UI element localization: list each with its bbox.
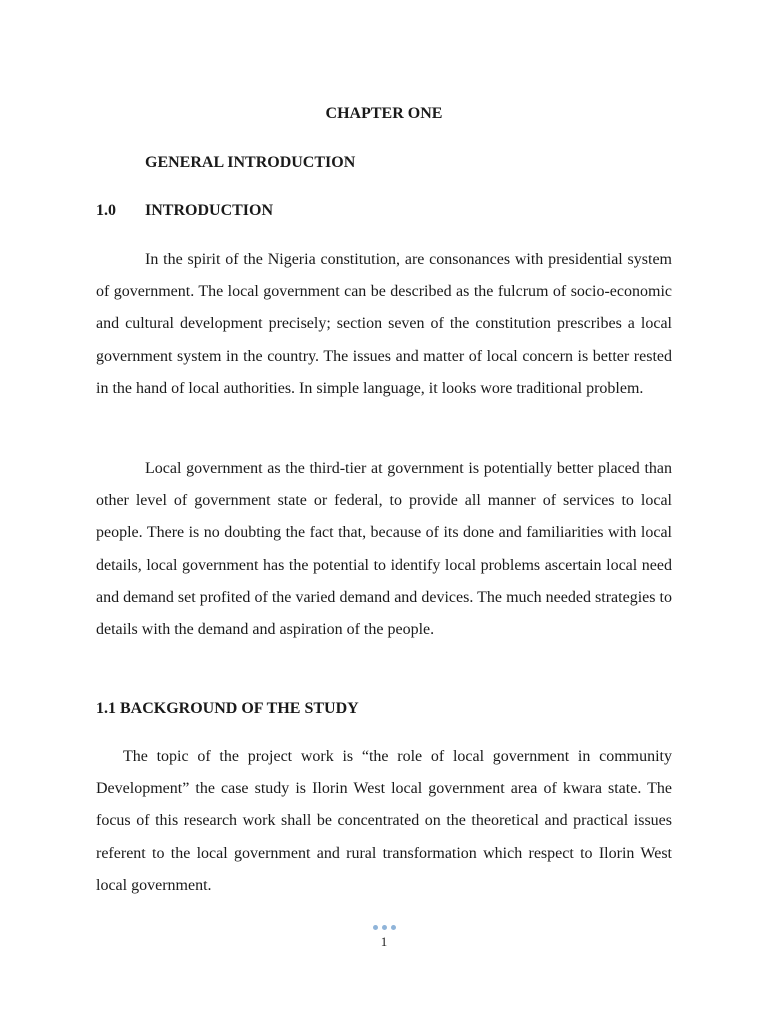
section-number: 1.0 [96,202,116,219]
page-number: 1 [380,934,388,949]
footer-dots-ornament [0,922,768,932]
footer-dot [391,925,396,930]
section-title: INTRODUCTION [145,202,274,219]
chapter-title: CHAPTER ONE [325,105,443,122]
background-study-heading: 1.1 BACKGROUND OF THE STUDY [96,700,359,717]
page-footer [0,922,768,950]
intro-paragraph-1: In the spirit of the Nigeria constitution, are consonances with presidential system of government. The local government can be described as the fulcrum of socio-economic and cultural development precisely; section seven of the constitution prescribes a local government system in the country. The issues and matter of local concern is better rested in the hand of local authorities. In simple language, it looks wore traditional problem. [96,251,672,397]
footer-dot [373,925,378,930]
intro-paragraph-2: Local government as the third-tier at government is potentially better placed than other level of government state or federal, to provide all manner of services to local people. There is no doubting the fact that, because of its done and familiarities with local details, local government has the potential to identify local problems ascertain local need and demand set profited of the varied demand and devices. The much needed strategies to details with the demand and aspiration of the people. [96,460,672,639]
footer-dot [382,925,387,930]
background-paragraph: The topic of the project work is “the role of local government in community Development” the case study is Ilorin West local government area of kwara state. The focus of this research work shall be concentrated on the theoretical and practical issues referent to the local government and rural transformation which respect to Ilorin West local government. [96,748,672,894]
section-introduction-heading [96,199,273,223]
general-introduction-heading: GENERAL INTRODUCTION [145,154,356,171]
